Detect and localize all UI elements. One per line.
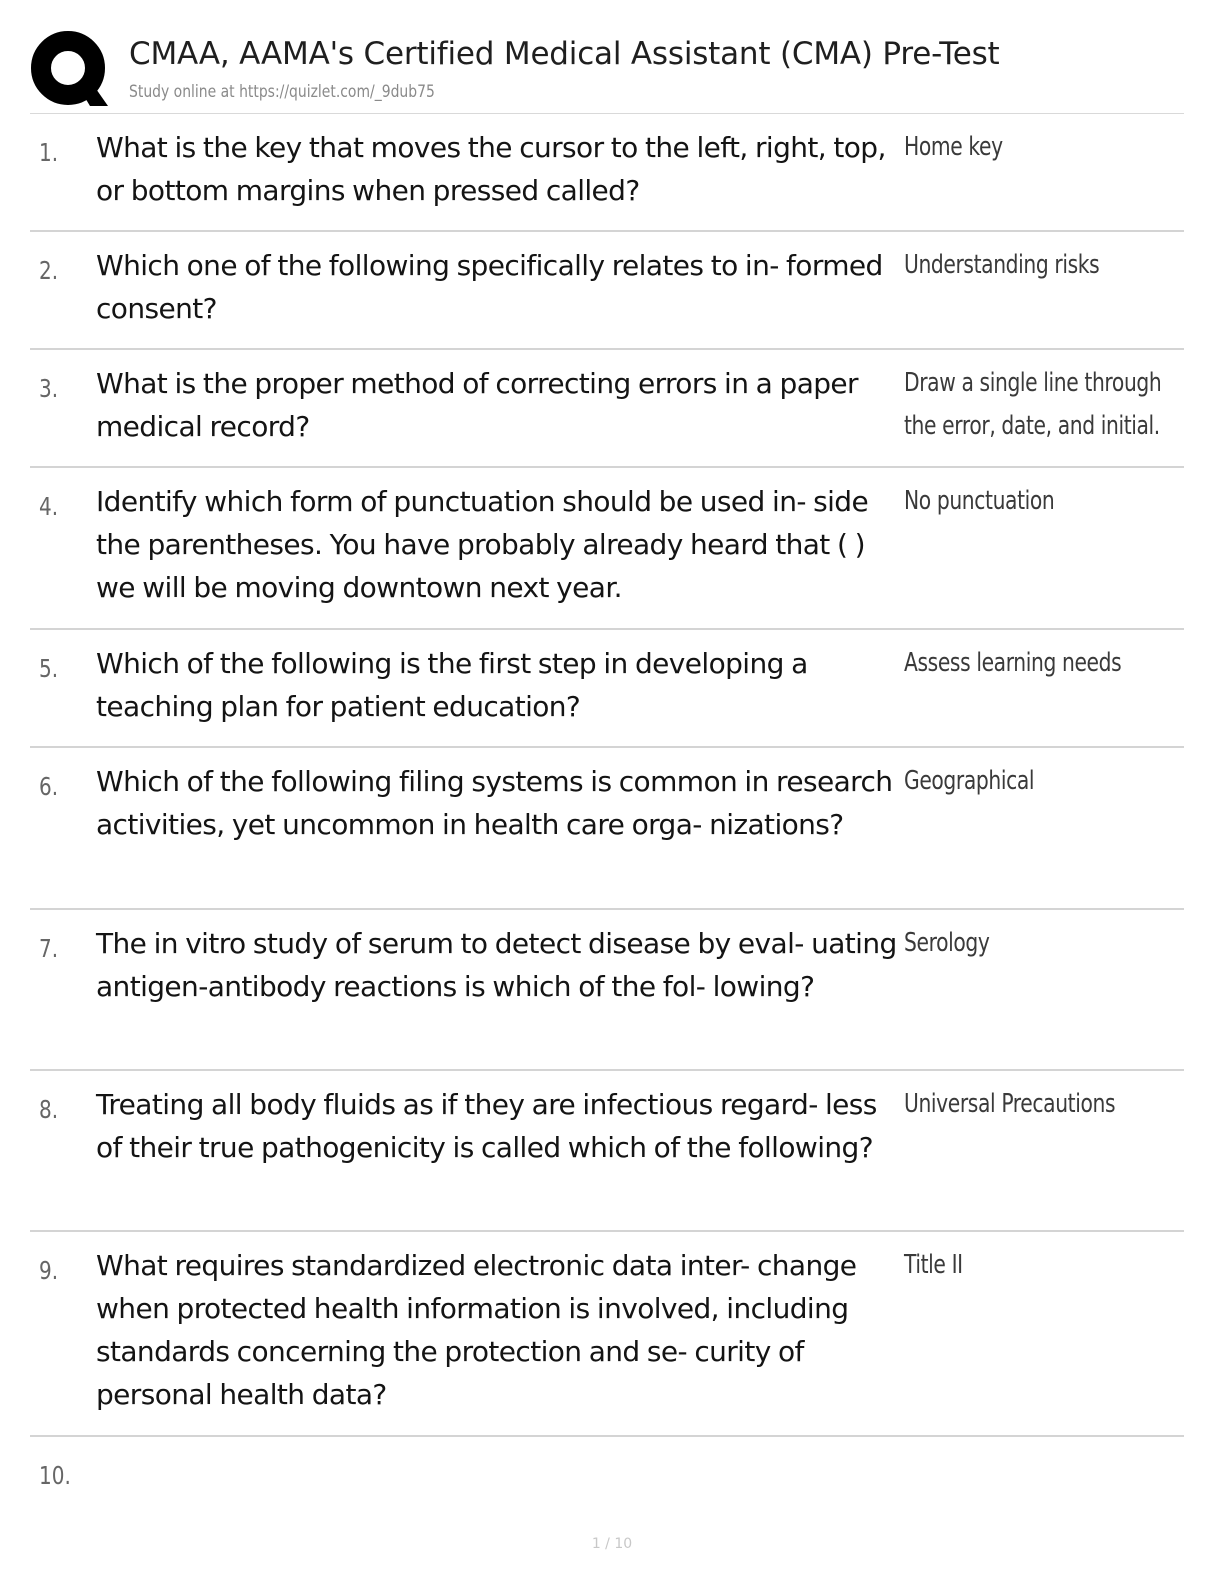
quizlet-logo-icon xyxy=(30,30,110,110)
page-number: 1 / 10 xyxy=(591,1536,633,1552)
card-definition: No punctuation xyxy=(904,486,1055,516)
card-definition: Geographical xyxy=(904,766,1035,796)
card-number: 3. xyxy=(39,374,59,403)
card-number: 1. xyxy=(39,138,59,167)
card-definition: Serology xyxy=(904,928,990,958)
card-term: Which of the following filing systems is common in research activities, yet uncommon in health care orga- nizations? xyxy=(96,765,893,841)
card-term: Which one of the following specifically relates to in- formed consent? xyxy=(96,249,883,325)
card-number: 6. xyxy=(39,772,59,801)
flashcard-row xyxy=(30,630,1184,748)
flashcard-row xyxy=(30,1232,1184,1437)
study-online-link[interactable]: Study online at https://quizlet.com/_9dub75 xyxy=(129,82,435,102)
card-number: 8. xyxy=(39,1095,59,1124)
card-number: 4. xyxy=(39,492,59,521)
card-term: Identify which form of punctuation should be used in- side the parentheses. You have probably already heard that ( ) we will be moving downtown next year. xyxy=(96,485,869,604)
card-definition: Assess learning needs xyxy=(904,648,1122,678)
card-number: 9. xyxy=(39,1256,59,1285)
flashcard-row xyxy=(30,232,1184,350)
card-term: Treating all body fluids as if they are infectious regard- less of their true pathogenicity is called which of the following? xyxy=(96,1088,877,1164)
card-term: What is the key that moves the cursor to the left, right, top, or bottom margins when pressed called? xyxy=(96,131,886,207)
flashcard-row xyxy=(30,1437,1184,1507)
card-definition: Home key xyxy=(904,132,1003,162)
card-number: 10. xyxy=(39,1461,71,1490)
card-term: What is the proper method of correcting errors in a paper medical record? xyxy=(96,367,858,443)
flashcard-row xyxy=(30,114,1184,232)
flashcard-row xyxy=(30,748,1184,910)
flashcard-list xyxy=(30,114,1184,1507)
card-definition: Understanding risks xyxy=(904,250,1100,280)
flashcard-row xyxy=(30,1071,1184,1232)
card-definition: Title II xyxy=(904,1250,963,1280)
card-term: What requires standardized electronic data inter- change when protected health information is involved, including standards concerning the protection and se- curity of personal health data? xyxy=(96,1249,857,1411)
card-number: 7. xyxy=(39,934,59,963)
page-title: CMAA, AAMA's Certified Medical Assistant (CMA) Pre-Test xyxy=(129,36,1000,72)
card-term: Which of the following is the first step in developing a teaching plan for patient education? xyxy=(96,647,808,723)
page-header xyxy=(30,30,1184,114)
flashcard-row xyxy=(30,468,1184,630)
flashcard-row xyxy=(30,910,1184,1071)
flashcard-row xyxy=(30,350,1184,468)
card-definition: Universal Precautions xyxy=(904,1089,1116,1119)
card-number: 2. xyxy=(39,256,59,285)
card-definition: Draw a single line through the error, date, and initial. xyxy=(904,368,1162,441)
card-number: 5. xyxy=(39,654,59,683)
card-term: The in vitro study of serum to detect disease by eval- uating antigen-antibody reactions is which of the fol- lowing? xyxy=(96,927,897,1003)
